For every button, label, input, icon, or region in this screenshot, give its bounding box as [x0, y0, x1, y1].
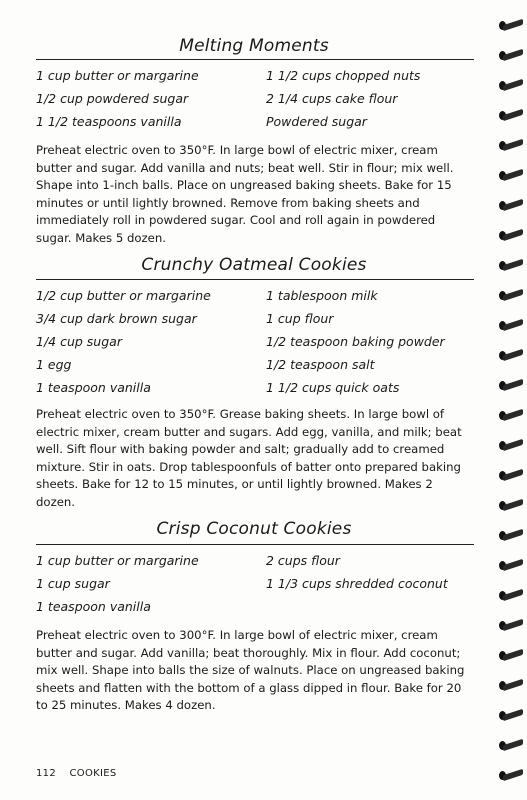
- spiral-coil: [503, 378, 525, 392]
- title-rule: [36, 544, 474, 545]
- section-name: COOKIES: [69, 768, 117, 779]
- ingredient: 1/2 teaspoon baking powder: [266, 334, 445, 349]
- spiral-coil: [503, 738, 525, 752]
- spiral-coil: [503, 228, 525, 242]
- ingredient: 1 cup flour: [266, 311, 334, 326]
- spiral-coil: [503, 348, 525, 362]
- ingredient: 1 teaspoon vanilla: [36, 380, 151, 395]
- title-rule: [36, 279, 474, 280]
- spiral-coil: [503, 708, 525, 722]
- recipe-instructions: Preheat electric oven to 300°F. In large bowl of electric mixer, cream butter and sugar. Add vanilla; beat thoroughly. Mix in flour. Add coconut; mix well. Shape into balls the size of walnuts. Place on ungreased baking sheets and flatten with the bottom of a glass dipped in flour. Bake for 20 to 25 minutes. Makes 4 dozen.: [36, 628, 465, 713]
- recipe-instructions: Preheat electric oven to 350°F. Grease baking sheets. In large bowl of electric mixer, cream butter and sugars. Add egg, vanilla, and milk; beat well. Sift flour with baking powder and salt; gradually add to creamed mixture. Stir in oats. Drop tablespoonfuls of batter onto prepared baking sheets. Bake for 12 to 15 minutes, or until lightly browned. Makes 2 dozen.: [36, 407, 462, 509]
- spiral-coil: [503, 168, 525, 182]
- ingredient: 1 teaspoon vanilla: [36, 599, 151, 614]
- recipe-title: Crisp Coconut Cookies: [156, 519, 352, 539]
- spiral-coil: [503, 48, 525, 62]
- spiral-coil: [503, 18, 525, 32]
- recipe-instructions: Preheat electric oven to 350°F. In large bowl of electric mixer, cream butter and sugar. Add vanilla and nuts; beat well. Stir in flour; mix well. Shape into 1-inch balls. Place on ungreased baking sheets. Bake for 15 minutes or until lightly browned. Remove from baking sheets and immediately roll in powdered sugar. Cool and roll again in powdered sugar. Makes 5 dozen.: [36, 143, 454, 245]
- spiral-coil: [503, 498, 525, 512]
- spiral-coil: [503, 678, 525, 692]
- spiral-coil: [503, 318, 525, 332]
- spiral-coil: [503, 438, 525, 452]
- ingredient: 1 cup sugar: [36, 576, 110, 591]
- spiral-coil: [503, 618, 525, 632]
- spiral-coil: [503, 468, 525, 482]
- recipe-title: Crunchy Oatmeal Cookies: [141, 255, 367, 275]
- title-rule: [36, 59, 474, 60]
- recipe-title: Melting Moments: [179, 36, 329, 56]
- ingredient: 1 tablespoon milk: [266, 288, 378, 303]
- spiral-coil: [503, 258, 525, 272]
- ingredient: 1 1/2 cups chopped nuts: [266, 68, 421, 83]
- ingredient: 1 egg: [36, 357, 72, 372]
- ingredient: 2 cups flour: [266, 553, 340, 568]
- spiral-coil: [503, 78, 525, 92]
- spiral-coil: [503, 588, 525, 602]
- ingredient: 1 cup butter or margarine: [36, 553, 199, 568]
- spiral-coil: [503, 408, 525, 422]
- spiral-coil: [503, 528, 525, 542]
- page-footer: [36, 768, 126, 779]
- ingredient: 2 1/4 cups cake flour: [266, 91, 398, 106]
- ingredient: 1/2 cup powdered sugar: [36, 91, 189, 106]
- spiral-coil: [503, 288, 525, 302]
- ingredient: 1/2 teaspoon salt: [266, 357, 375, 372]
- spiral-coil: [503, 768, 525, 782]
- page-number: 112: [36, 768, 56, 779]
- ingredient: 1/4 cup sugar: [36, 334, 122, 349]
- spiral-coil: [503, 648, 525, 662]
- ingredient: 1 cup butter or margarine: [36, 68, 199, 83]
- ingredient: 3/4 cup dark brown sugar: [36, 311, 197, 326]
- ingredient: 1 1/2 cups quick oats: [266, 380, 400, 395]
- ingredient: 1 1/3 cups shredded coconut: [266, 576, 448, 591]
- spiral-coil: [503, 198, 525, 212]
- spiral-coil: [503, 558, 525, 572]
- ingredient: 1/2 cup butter or margarine: [36, 288, 211, 303]
- ingredient: Powdered sugar: [266, 114, 367, 129]
- spiral-coil: [503, 108, 525, 122]
- ingredient: 1 1/2 teaspoons vanilla: [36, 114, 182, 129]
- spiral-coil: [503, 138, 525, 152]
- spiral-binding: [497, 0, 527, 800]
